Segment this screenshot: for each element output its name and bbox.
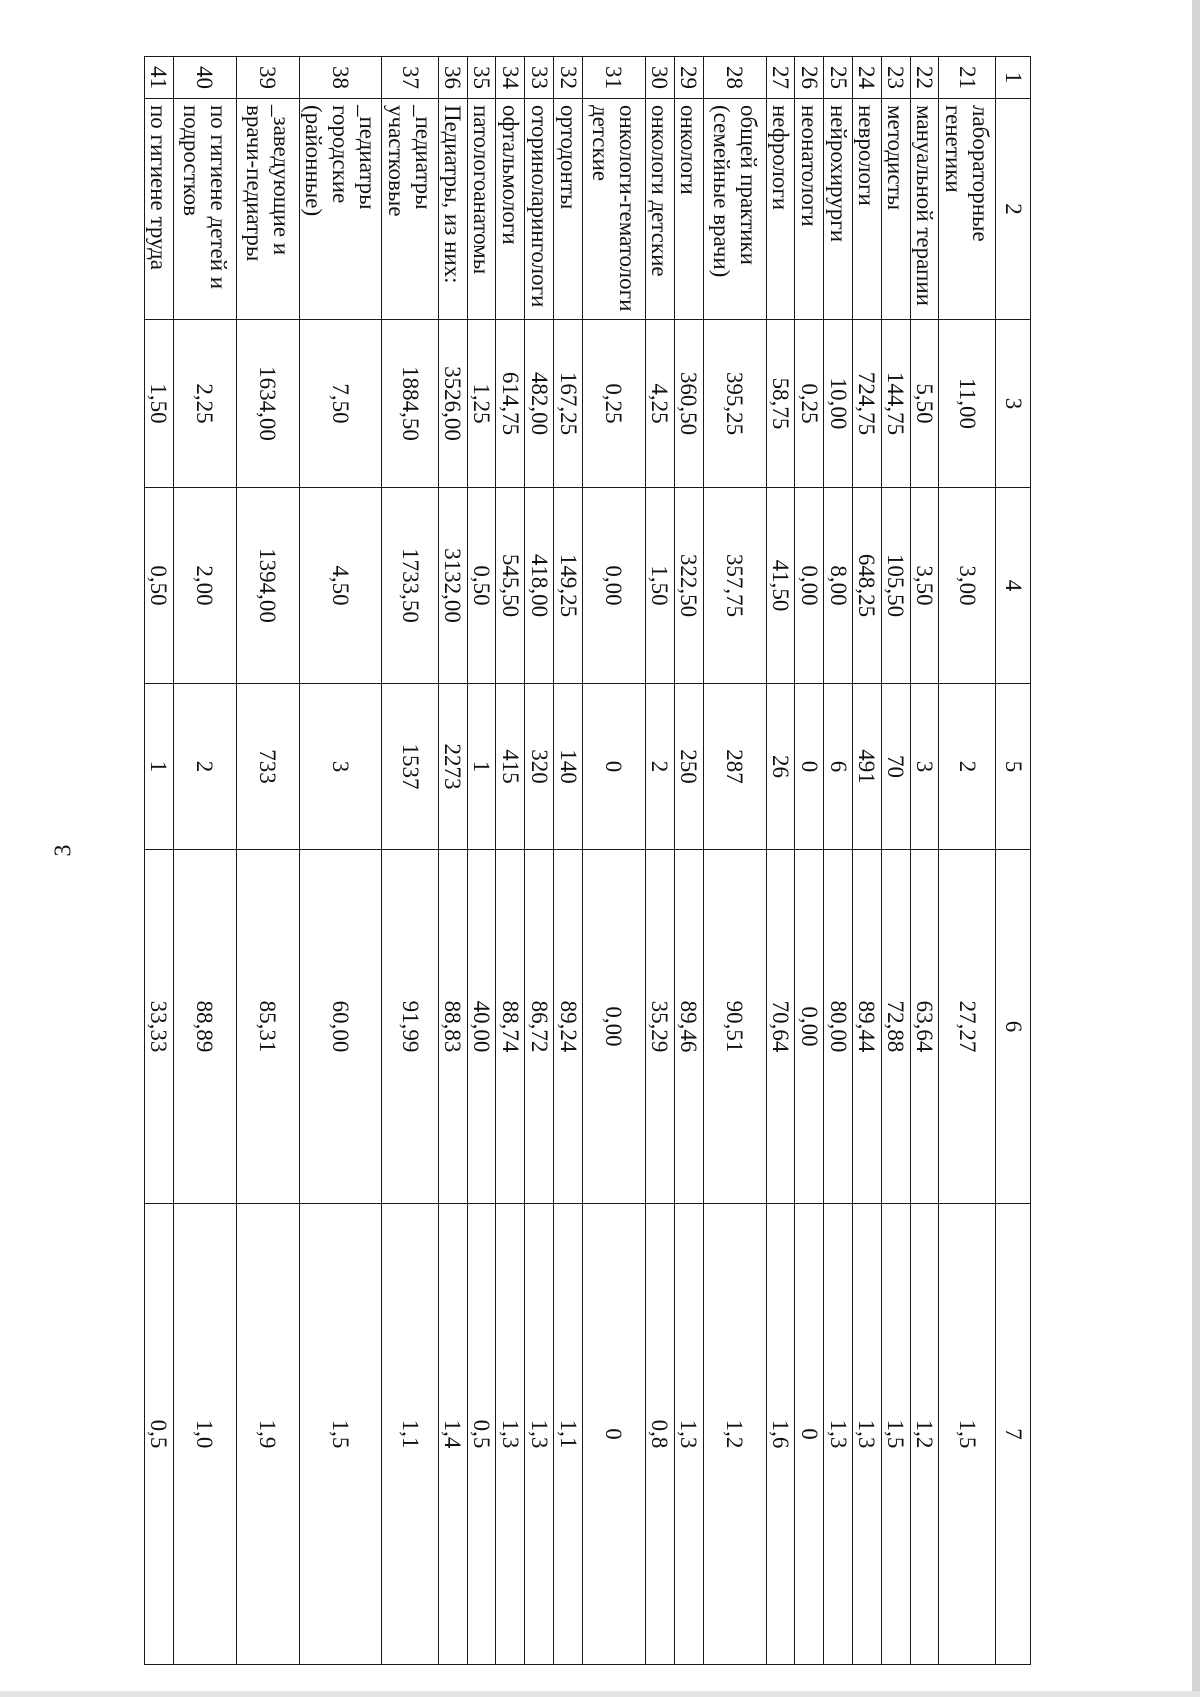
col-header-4: 4 xyxy=(996,488,1031,684)
row-number-cell: 41 xyxy=(145,57,174,99)
specialty-cell: по гигиене труда xyxy=(145,99,174,320)
col-header-1: 1 xyxy=(996,57,1031,99)
row-number-cell: 40 xyxy=(173,57,236,99)
value-cell-c4: 322,50 xyxy=(674,488,703,684)
col-header-2: 2 xyxy=(996,99,1031,320)
table-row xyxy=(467,57,496,1665)
value-cell-c7: 1,9 xyxy=(236,1204,299,1665)
specialty-cell: неврологи xyxy=(852,99,881,320)
value-cell-c3: 1634,00 xyxy=(236,320,299,488)
value-cell-c6: 88,83 xyxy=(438,850,467,1204)
table-row xyxy=(236,57,299,1665)
value-cell-c7: 0,8 xyxy=(645,1204,674,1665)
value-cell-c7: 1,3 xyxy=(496,1204,525,1665)
value-cell-c7: 1,3 xyxy=(525,1204,554,1665)
table-row xyxy=(852,57,881,1665)
table-row xyxy=(496,57,525,1665)
value-cell-c7: 1,5 xyxy=(939,1204,996,1665)
row-number-cell: 23 xyxy=(881,57,910,99)
value-cell-c5: 491 xyxy=(852,684,881,850)
value-cell-c4: 3,50 xyxy=(910,488,939,684)
value-cell-c6: 60,00 xyxy=(299,850,381,1204)
value-cell-c5: 3 xyxy=(299,684,381,850)
table-row xyxy=(766,57,795,1665)
row-number-cell: 28 xyxy=(703,57,766,99)
specialty-cell: нейрохирурги xyxy=(824,99,853,320)
row-number-cell: 24 xyxy=(852,57,881,99)
specialty-cell: онкологи-гематологи детские xyxy=(582,99,645,320)
table-row xyxy=(525,57,554,1665)
value-cell-c5: 6 xyxy=(824,684,853,850)
value-cell-c6: 91,99 xyxy=(382,850,439,1204)
value-cell-c5: 26 xyxy=(766,684,795,850)
value-cell-c6: 85,31 xyxy=(236,850,299,1204)
value-cell-c5: 2 xyxy=(173,684,236,850)
table-row xyxy=(299,57,381,1665)
value-cell-c5: 287 xyxy=(703,684,766,850)
value-cell-c4: 1,50 xyxy=(645,488,674,684)
value-cell-c4: 648,25 xyxy=(852,488,881,684)
value-cell-c4: 3,00 xyxy=(939,488,996,684)
value-cell-c3: 4,25 xyxy=(645,320,674,488)
specialty-cell: ортодонты xyxy=(554,99,583,320)
table-row xyxy=(173,57,236,1665)
value-cell-c3: 2,25 xyxy=(173,320,236,488)
table-row xyxy=(910,57,939,1665)
row-number-cell: 31 xyxy=(582,57,645,99)
value-cell-c7: 1,3 xyxy=(852,1204,881,1665)
value-cell-c3: 144,75 xyxy=(881,320,910,488)
table-body xyxy=(145,57,996,1665)
value-cell-c6: 86,72 xyxy=(525,850,554,1204)
value-cell-c3: 3526,00 xyxy=(438,320,467,488)
specialty-cell: нефрологи xyxy=(766,99,795,320)
value-cell-c7: 1,0 xyxy=(173,1204,236,1665)
specialty-cell: методисты xyxy=(881,99,910,320)
value-cell-c7: 1,1 xyxy=(554,1204,583,1665)
value-cell-c4: 0,00 xyxy=(582,488,645,684)
value-cell-c6: 70,64 xyxy=(766,850,795,1204)
value-cell-c6: 63,64 xyxy=(910,850,939,1204)
value-cell-c3: 1,25 xyxy=(467,320,496,488)
table-row xyxy=(438,57,467,1665)
value-cell-c5: 140 xyxy=(554,684,583,850)
row-number-cell: 34 xyxy=(496,57,525,99)
value-cell-c5: 0 xyxy=(582,684,645,850)
value-cell-c6: 88,74 xyxy=(496,850,525,1204)
value-cell-c3: 167,25 xyxy=(554,320,583,488)
value-cell-c7: 1,2 xyxy=(910,1204,939,1665)
value-cell-c7: 1,5 xyxy=(881,1204,910,1665)
specialty-cell: общей практики (семейные врачи) xyxy=(703,99,766,320)
value-cell-c4: 8,00 xyxy=(824,488,853,684)
value-cell-c3: 58,75 xyxy=(766,320,795,488)
specialty-cell: оториноларингологи xyxy=(525,99,554,320)
value-cell-c6: 27,27 xyxy=(939,850,996,1204)
specialty-cell: онкологи детские xyxy=(645,99,674,320)
value-cell-c3: 11,00 xyxy=(939,320,996,488)
specialty-cell: патологоанатомы xyxy=(467,99,496,320)
row-number-cell: 25 xyxy=(824,57,853,99)
specialty-cell: по гигиене детей и подростков xyxy=(173,99,236,320)
value-cell-c3: 360,50 xyxy=(674,320,703,488)
value-cell-c5: 0 xyxy=(795,684,824,850)
scan-edge-right xyxy=(1192,0,1200,1697)
value-cell-c4: 149,25 xyxy=(554,488,583,684)
value-cell-c3: 0,25 xyxy=(795,320,824,488)
value-cell-c4: 4,50 xyxy=(299,488,381,684)
table-row xyxy=(795,57,824,1665)
value-cell-c3: 724,75 xyxy=(852,320,881,488)
value-cell-c7: 1,2 xyxy=(703,1204,766,1665)
value-cell-c4: 3132,00 xyxy=(438,488,467,684)
row-number-cell: 26 xyxy=(795,57,824,99)
value-cell-c5: 2273 xyxy=(438,684,467,850)
col-header-3: 3 xyxy=(996,320,1031,488)
table-row xyxy=(554,57,583,1665)
value-cell-c6: 35,29 xyxy=(645,850,674,1204)
value-cell-c4: 545,50 xyxy=(496,488,525,684)
table-row xyxy=(674,57,703,1665)
specialty-cell: Педиатры, из них: xyxy=(438,99,467,320)
value-cell-c3: 10,00 xyxy=(824,320,853,488)
row-number-cell: 37 xyxy=(382,57,439,99)
value-cell-c5: 1 xyxy=(467,684,496,850)
specialty-cell: _заведующие и врачи-педиатры xyxy=(236,99,299,320)
scan-edge-bottom xyxy=(0,1691,1200,1697)
value-cell-c3: 1884,50 xyxy=(382,320,439,488)
row-number-cell: 32 xyxy=(554,57,583,99)
value-cell-c6: 0,00 xyxy=(795,850,824,1204)
specialty-cell: _педиатры участковые xyxy=(382,99,439,320)
value-cell-c3: 482,00 xyxy=(525,320,554,488)
value-cell-c5: 2 xyxy=(645,684,674,850)
value-cell-c5: 250 xyxy=(674,684,703,850)
table-row xyxy=(703,57,766,1665)
value-cell-c7: 1,1 xyxy=(382,1204,439,1665)
specialty-cell: неонатологи xyxy=(795,99,824,320)
value-cell-c4: 0,50 xyxy=(145,488,174,684)
table-row xyxy=(939,57,996,1665)
value-cell-c5: 70 xyxy=(881,684,910,850)
value-cell-c4: 1733,50 xyxy=(382,488,439,684)
value-cell-c7: 1,3 xyxy=(674,1204,703,1665)
value-cell-c5: 1 xyxy=(145,684,174,850)
value-cell-c5: 320 xyxy=(525,684,554,850)
value-cell-c3: 1,50 xyxy=(145,320,174,488)
value-cell-c7: 0,5 xyxy=(467,1204,496,1665)
row-number-cell: 22 xyxy=(910,57,939,99)
value-cell-c4: 357,75 xyxy=(703,488,766,684)
value-cell-c4: 0,50 xyxy=(467,488,496,684)
row-number-cell: 27 xyxy=(766,57,795,99)
table-row xyxy=(145,57,174,1665)
value-cell-c5: 3 xyxy=(910,684,939,850)
value-cell-c7: 1,6 xyxy=(766,1204,795,1665)
row-number-cell: 30 xyxy=(645,57,674,99)
value-cell-c5: 733 xyxy=(236,684,299,850)
value-cell-c6: 89,24 xyxy=(554,850,583,1204)
value-cell-c4: 41,50 xyxy=(766,488,795,684)
rotated-table-wrapper xyxy=(144,56,1031,1664)
value-cell-c6: 80,00 xyxy=(824,850,853,1204)
col-header-5: 5 xyxy=(996,684,1031,850)
value-cell-c3: 5,50 xyxy=(910,320,939,488)
value-cell-c4: 1394,00 xyxy=(236,488,299,684)
value-cell-c3: 614,75 xyxy=(496,320,525,488)
value-cell-c7: 1,5 xyxy=(299,1204,381,1665)
table-row xyxy=(582,57,645,1665)
row-number-cell: 29 xyxy=(674,57,703,99)
row-number-cell: 38 xyxy=(299,57,381,99)
row-number-cell: 35 xyxy=(467,57,496,99)
value-cell-c5: 1537 xyxy=(382,684,439,850)
value-cell-c4: 105,50 xyxy=(881,488,910,684)
value-cell-c6: 72,88 xyxy=(881,850,910,1204)
page-number: 3 xyxy=(50,844,77,857)
value-cell-c6: 88,89 xyxy=(173,850,236,1204)
value-cell-c6: 0,00 xyxy=(582,850,645,1204)
table-row xyxy=(645,57,674,1665)
specialty-cell: онкологи xyxy=(674,99,703,320)
value-cell-c3: 0,25 xyxy=(582,320,645,488)
specialty-cell: мануальной терапии xyxy=(910,99,939,320)
value-cell-c4: 2,00 xyxy=(173,488,236,684)
specialty-cell: лабораторные генетики xyxy=(939,99,996,320)
col-header-6: 6 xyxy=(996,850,1031,1204)
value-cell-c5: 2 xyxy=(939,684,996,850)
value-cell-c4: 0,00 xyxy=(795,488,824,684)
header-row xyxy=(996,57,1031,1665)
row-number-cell: 36 xyxy=(438,57,467,99)
value-cell-c7: 0 xyxy=(582,1204,645,1665)
value-cell-c7: 1,3 xyxy=(824,1204,853,1665)
value-cell-c6: 89,46 xyxy=(674,850,703,1204)
value-cell-c7: 1,4 xyxy=(438,1204,467,1665)
staffing-table xyxy=(144,56,1031,1665)
row-number-cell: 33 xyxy=(525,57,554,99)
value-cell-c5: 415 xyxy=(496,684,525,850)
value-cell-c6: 90,51 xyxy=(703,850,766,1204)
value-cell-c3: 7,50 xyxy=(299,320,381,488)
value-cell-c4: 418,00 xyxy=(525,488,554,684)
value-cell-c7: 0 xyxy=(795,1204,824,1665)
table-row xyxy=(881,57,910,1665)
col-header-7: 7 xyxy=(996,1204,1031,1665)
value-cell-c7: 0,5 xyxy=(145,1204,174,1665)
value-cell-c6: 33,33 xyxy=(145,850,174,1204)
specialty-cell: офтальмологи xyxy=(496,99,525,320)
table-row xyxy=(382,57,439,1665)
table-row xyxy=(824,57,853,1665)
specialty-cell: _педиатры городские (районные) xyxy=(299,99,381,320)
value-cell-c6: 89,44 xyxy=(852,850,881,1204)
row-number-cell: 21 xyxy=(939,57,996,99)
row-number-cell: 39 xyxy=(236,57,299,99)
value-cell-c6: 40,00 xyxy=(467,850,496,1204)
value-cell-c3: 395,25 xyxy=(703,320,766,488)
